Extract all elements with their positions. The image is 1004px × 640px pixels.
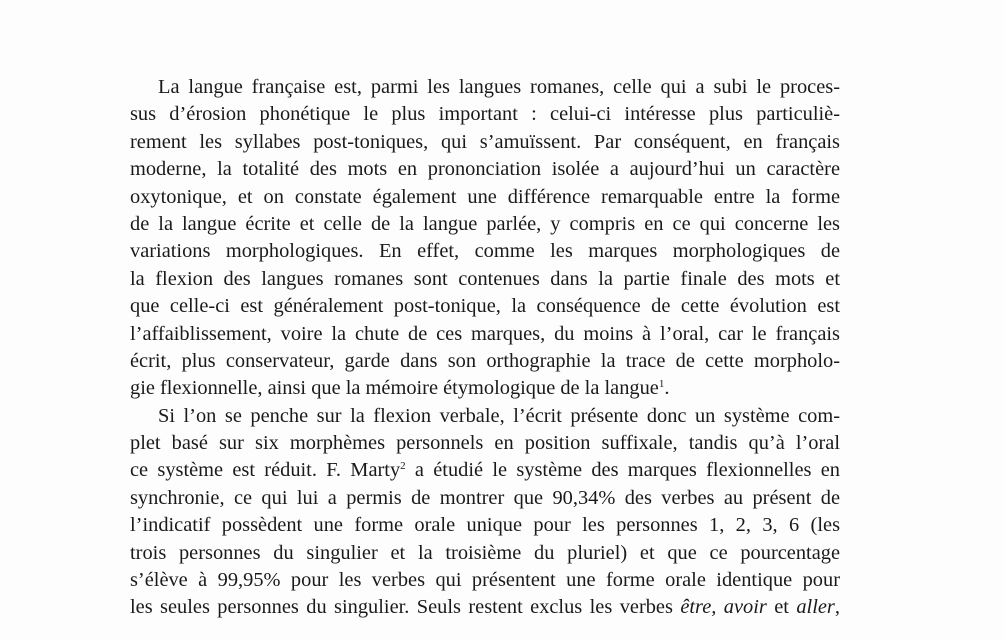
text-line: de la langue écrite et celle de la langue parlée, y compris en ce qui concerne les (130, 212, 840, 235)
text-line: synchronie, ce qui lui a permis de montrer que 90,34% des verbes au présent de (130, 486, 840, 509)
text-line: variations morphologiques. En effet, comme les marques morphologiques de (130, 240, 840, 263)
text-segment: les seules personnes du singulier. Seuls restent exclus les verbes (130, 596, 681, 619)
paragraph-2 (130, 403, 840, 622)
text-line: l’indicatif possèdent une forme orale unique pour les personnes 1, 2, 3, 6 (les (130, 514, 840, 537)
text-segment: et (766, 596, 797, 619)
text-line (130, 594, 840, 621)
text-line: Si l’on se penche sur la flexion verbale, l’écrit présente donc un système com- (158, 404, 840, 427)
text-line: moderne, la totalité des mots en prononciation isolée a aujourd’hui un caractère (130, 158, 840, 181)
text-line: trois personnes du singulier et la troisième du pluriel) et que ce pourcentage (130, 541, 840, 564)
text-line (130, 375, 840, 402)
paragraph-1 (130, 74, 840, 403)
text-line: que celle-ci est généralement post-tonique, la conséquence de cette évolution est (130, 295, 840, 318)
text-line: sus d’érosion phonétique le plus important : celui-ci intéresse plus particuliè- (130, 103, 840, 126)
italic-term: aller (796, 596, 835, 619)
text-segment: . (664, 377, 670, 400)
text-line: rement les syllabes post-toniques, qui s’amuïssent. Par conséquent, en français (130, 130, 840, 153)
text-line: La langue française est, parmi les langues romanes, celle qui a subi le proces- (158, 76, 840, 98)
text-line: plet basé sur six morphèmes personnels en position suffixale, tandis qu’à l’oral (130, 432, 840, 455)
text-line: la flexion des langues romanes sont contenues dans la partie finale des mots et (130, 267, 840, 290)
text-line: l’affaiblissement, voire la chute de ces marques, du moins à l’oral, car le français (130, 322, 840, 345)
text-line: oxytonique, et on constate également une différence remarquable entre la forme (130, 185, 840, 208)
body-text (130, 74, 840, 622)
footnote-ref-2[interactable]: 2 (400, 460, 406, 473)
footnote-ref-1[interactable]: 1 (658, 378, 665, 391)
text-line: écrit, plus conservateur, garde dans son orthographie la trace de cette morpholo- (130, 349, 840, 372)
text-line: s’élève à 99,95% pour les verbes qui présentent une forme orale identique pour (130, 569, 840, 592)
text-segment: ce système est réduit. F. Marty (130, 459, 401, 482)
text-segment: a étudié le système des marques flexionnelles en (405, 459, 840, 482)
text-segment: gie flexionnelle, ainsi que la mémoire étymologique de la langue (130, 377, 659, 400)
text-segment: , (834, 596, 840, 619)
italic-term: être, avoir (680, 596, 767, 619)
text-line (130, 457, 840, 484)
